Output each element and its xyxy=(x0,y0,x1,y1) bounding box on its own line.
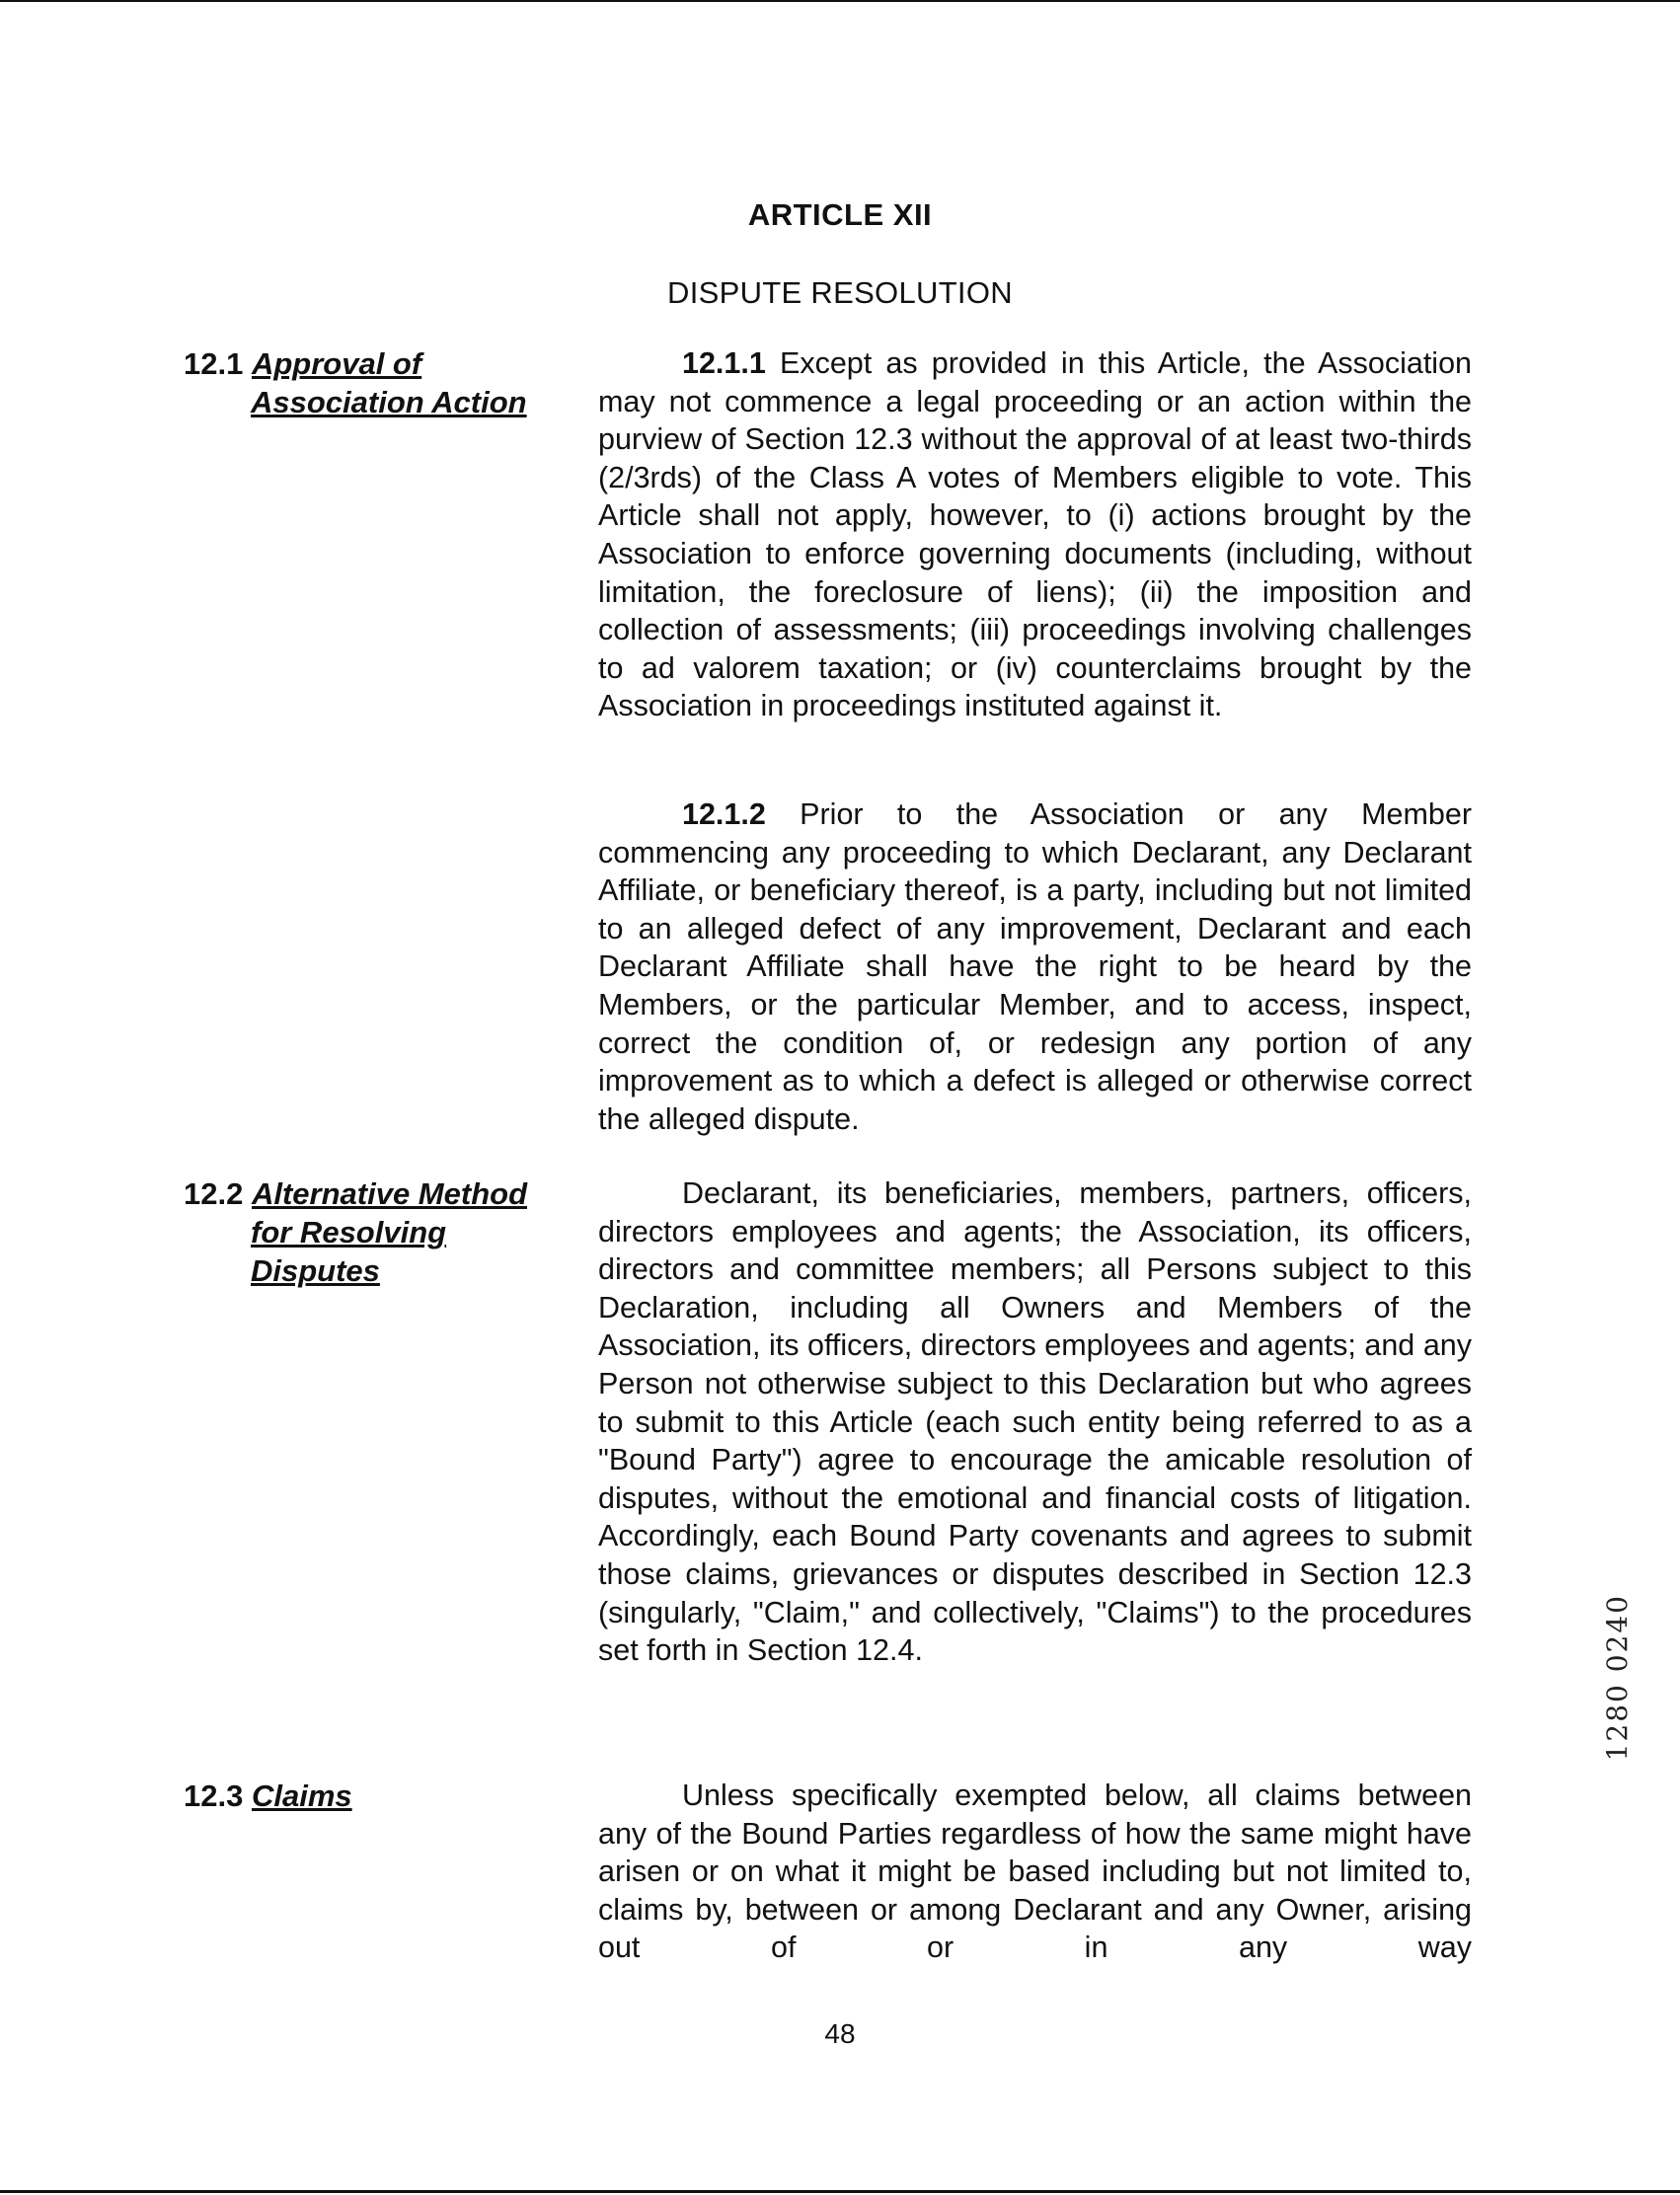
paragraph-text: Except as provided in this Article, the Association may not commence a legal proceeding or an action within the purview of Section 12.3 without the approval of at least two-thirds (2/3rds) of the Class A votes of Members eligible to vote. This Article shall not apply, however, to (i) actions brought by the Association to enforce governing documents (including, without limitation, the foreclosure of liens); (ii) the imposition and collection of assessments; (iii) proceedings involving challenges to ad valorem taxation; or (iv) counterclaims brought by the Association in proceedings instituted against it. xyxy=(598,346,1472,723)
bottom-border-line xyxy=(0,2190,1680,2193)
paragraph-text: Declarant, its beneficiaries, members, partners, officers, directors employees and agents; the Association, its officers, directors and committee members; all Persons subject to this Declaration, including all Owners and Members of the Association, its officers, directors employees and agents; and any Person not otherwise subject to this Declaration but who agrees to submit to this Article (each such entity being referred to as a "Bound Party") agree to encourage the amicable resolution of disputes, without the emotional and financial costs of litigation. Accordingly, each Bound Party covenants and agrees to submit those claims, grievances or disputes described in Section 12.3 (singularly, "Claim," and collectively, "Claims") to the procedures set forth in Section 12.4. xyxy=(598,1176,1472,1668)
section-number: 12.3 xyxy=(184,1779,244,1813)
section-heading-text: Approval of xyxy=(251,346,422,381)
section-heading-text: for Resolving xyxy=(251,1215,447,1249)
margin-stamp: 1280 0240 xyxy=(1601,1594,1634,1762)
article-title: ARTICLE XII xyxy=(747,197,933,232)
paragraph-12-1-1 xyxy=(598,344,1472,725)
section-heading-12-2 xyxy=(184,1174,559,1290)
section-number: 12.1 xyxy=(184,346,244,381)
article-subtitle: DISPUTE RESOLUTION xyxy=(667,275,1013,310)
paragraph-text: Prior to the Association or any Member commencing any proceeding to which Declarant, any Declarant Affiliate, or beneficiary thereof, is a party, including but not limited to an alleged defect of any improvement, Declarant and each Declarant Affiliate shall have the right to be heard by the Members, or the particular Member, and to access, inspect, correct the condition of, or redesign any portion of any improvement as to which a defect is alleged or otherwise correct the alleged dispute. xyxy=(598,797,1472,1136)
paragraph-12-3 xyxy=(598,1777,1472,1967)
section-number: 12.2 xyxy=(184,1176,244,1211)
paragraph-number: 12.1.2 xyxy=(682,797,766,831)
section-heading-text: Claims xyxy=(251,1779,352,1813)
section-heading-text: Alternative Method xyxy=(251,1176,527,1211)
paragraph-text: Unless specifically exempted below, all claims between any of the Bound Parties regardless of how the same might have arisen or on what it might be based including but not limited to, claims by, between or among Declarant and any Owner, arising out of or in any way xyxy=(598,1779,1472,1965)
section-heading-12-3 xyxy=(184,1777,559,1815)
page-number: 48 xyxy=(824,2018,856,2049)
section-heading-text: Association Action xyxy=(251,385,527,419)
paragraph-number: 12.1.1 xyxy=(682,346,766,380)
paragraph-12-1-2 xyxy=(598,795,1472,1138)
paragraph-12-2 xyxy=(598,1174,1472,1670)
top-border-line xyxy=(0,0,1680,2)
section-heading-12-1 xyxy=(184,344,559,421)
section-heading-text: Disputes xyxy=(251,1253,380,1288)
